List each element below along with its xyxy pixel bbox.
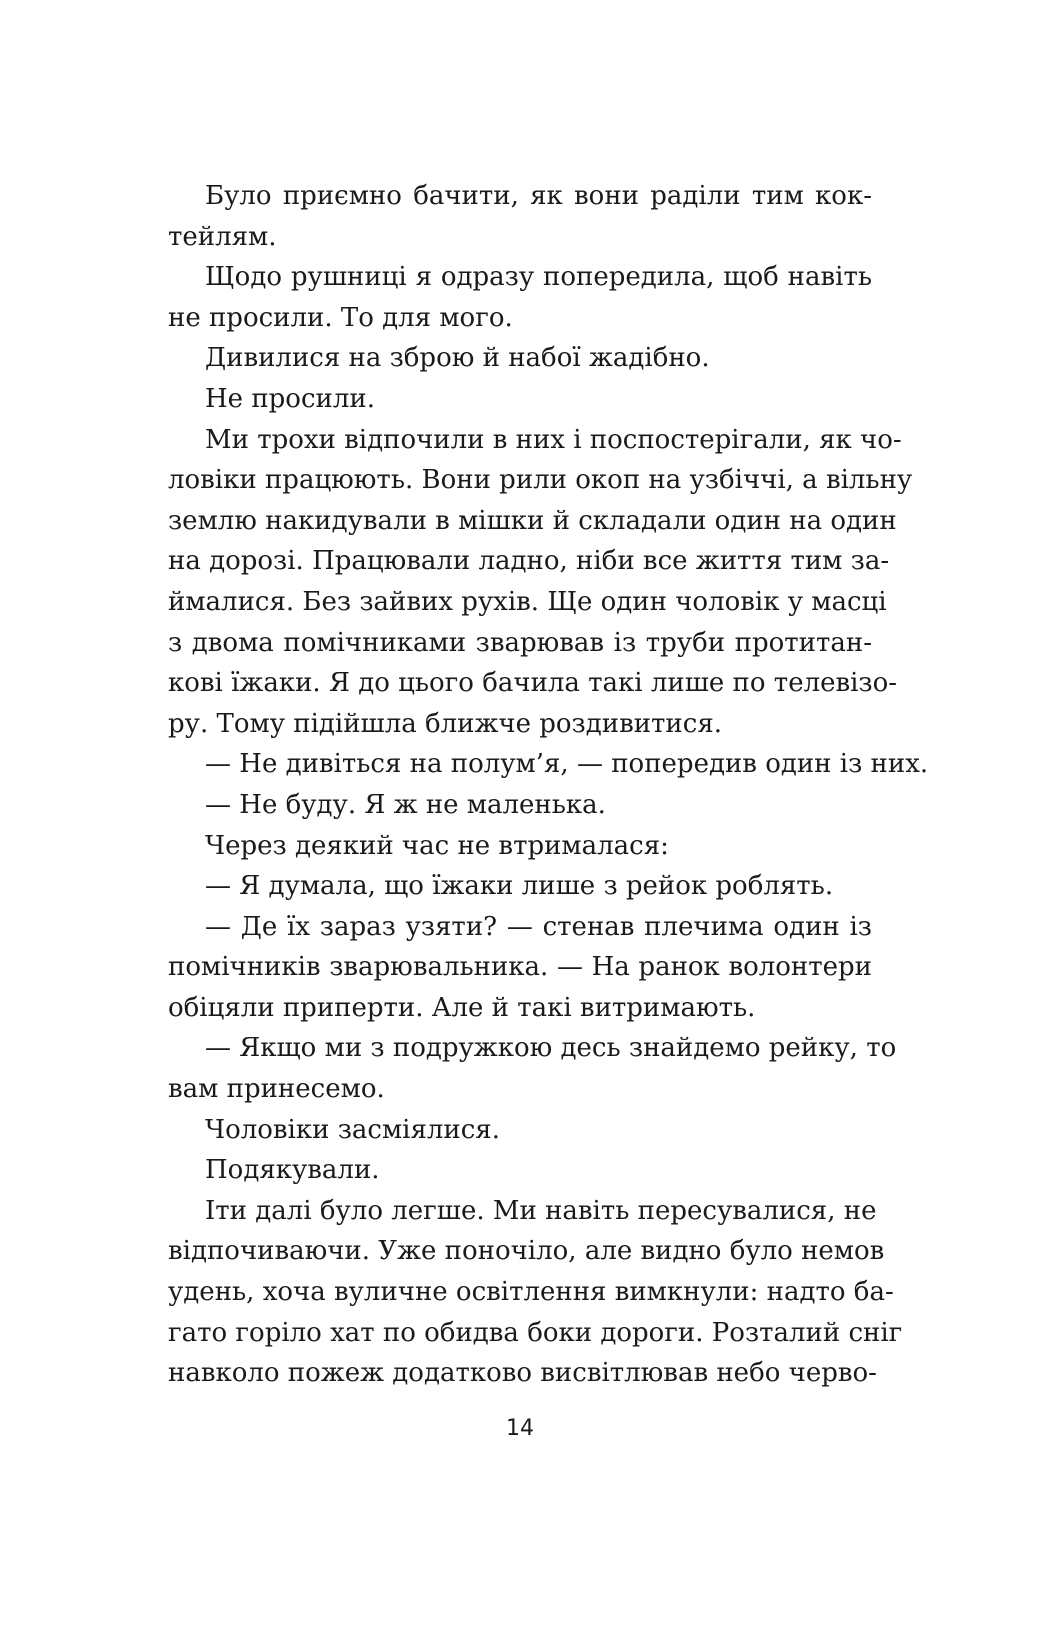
text-line: вам принесемо. bbox=[168, 1074, 385, 1105]
text-line: обіцяли приперти. Але й такі витримають. bbox=[168, 992, 756, 1023]
text-line: Ми трохи відпочили в них і поспостерігали, як чо- bbox=[205, 424, 902, 455]
text-line: не просили. То для мого. bbox=[168, 302, 513, 333]
text-line: Чоловіки засміялися. bbox=[205, 1114, 500, 1145]
text-line: Через деякий час не втрималася: bbox=[205, 830, 669, 861]
text-line: — Не буду. Я ж не маленька. bbox=[205, 789, 606, 820]
body-text bbox=[168, 176, 929, 1394]
text-line: — Якщо ми з подружкою десь знайдемо рейку, то bbox=[205, 1033, 897, 1064]
text-line: на дорозі. Працювали ладно, ніби все життя тим за- bbox=[168, 546, 890, 577]
text-line: Було приємно бачити, як вони раділи тим кок- bbox=[205, 181, 872, 211]
text-line: відпочиваючи. Уже поночіло, але видно було немов bbox=[168, 1236, 885, 1267]
text-line: ру. Тому підійшла ближче роздивитися. bbox=[168, 708, 722, 739]
text-line: помічників зварювальника. — На ранок волонтери bbox=[168, 952, 872, 983]
text-line: кові їжаки. Я до цього бачила такі лише по телевізо- bbox=[168, 668, 898, 699]
text-line: Подякували. bbox=[205, 1155, 380, 1186]
text-line: Дивилися на зброю й набої жадібно. bbox=[205, 343, 710, 374]
text-line: удень, хоча вуличне освітлення вимкнули: надто ба- bbox=[168, 1277, 894, 1308]
text-line: ловіки працюють. Вони рили окоп на узбіччі, а вільну bbox=[168, 465, 913, 496]
page-number: 14 bbox=[506, 1416, 534, 1441]
text-line: — Де їх зараз узяти? — стенав плечима один із bbox=[205, 911, 872, 942]
text-line: гато горіло хат по обидва боки дороги. Розталий сніг bbox=[168, 1317, 903, 1348]
text-line: Не просили. bbox=[205, 383, 375, 414]
text-line: Щодо рушниці я одразу попередила, щоб навіть bbox=[205, 262, 872, 293]
text-line: тейлям. bbox=[168, 221, 277, 252]
text-line: навколо пожеж додатково висвітлював небо черво- bbox=[168, 1358, 877, 1389]
text-line: Іти далі було легше. Ми навіть пересувалися, не bbox=[205, 1195, 877, 1226]
text-line: — Я думала, що їжаки лише з рейок роблять. bbox=[205, 871, 834, 902]
text-line: землю накидували в мішки й складали один на один bbox=[168, 505, 897, 536]
text-line: ймалися. Без зайвих рухів. Ще один чоловік у масці bbox=[168, 586, 887, 617]
text-line: — Не дивіться на полум’я, — попередив один із них. bbox=[205, 749, 929, 780]
text-line: з двома помічниками зварював із труби протитан- bbox=[168, 627, 872, 658]
